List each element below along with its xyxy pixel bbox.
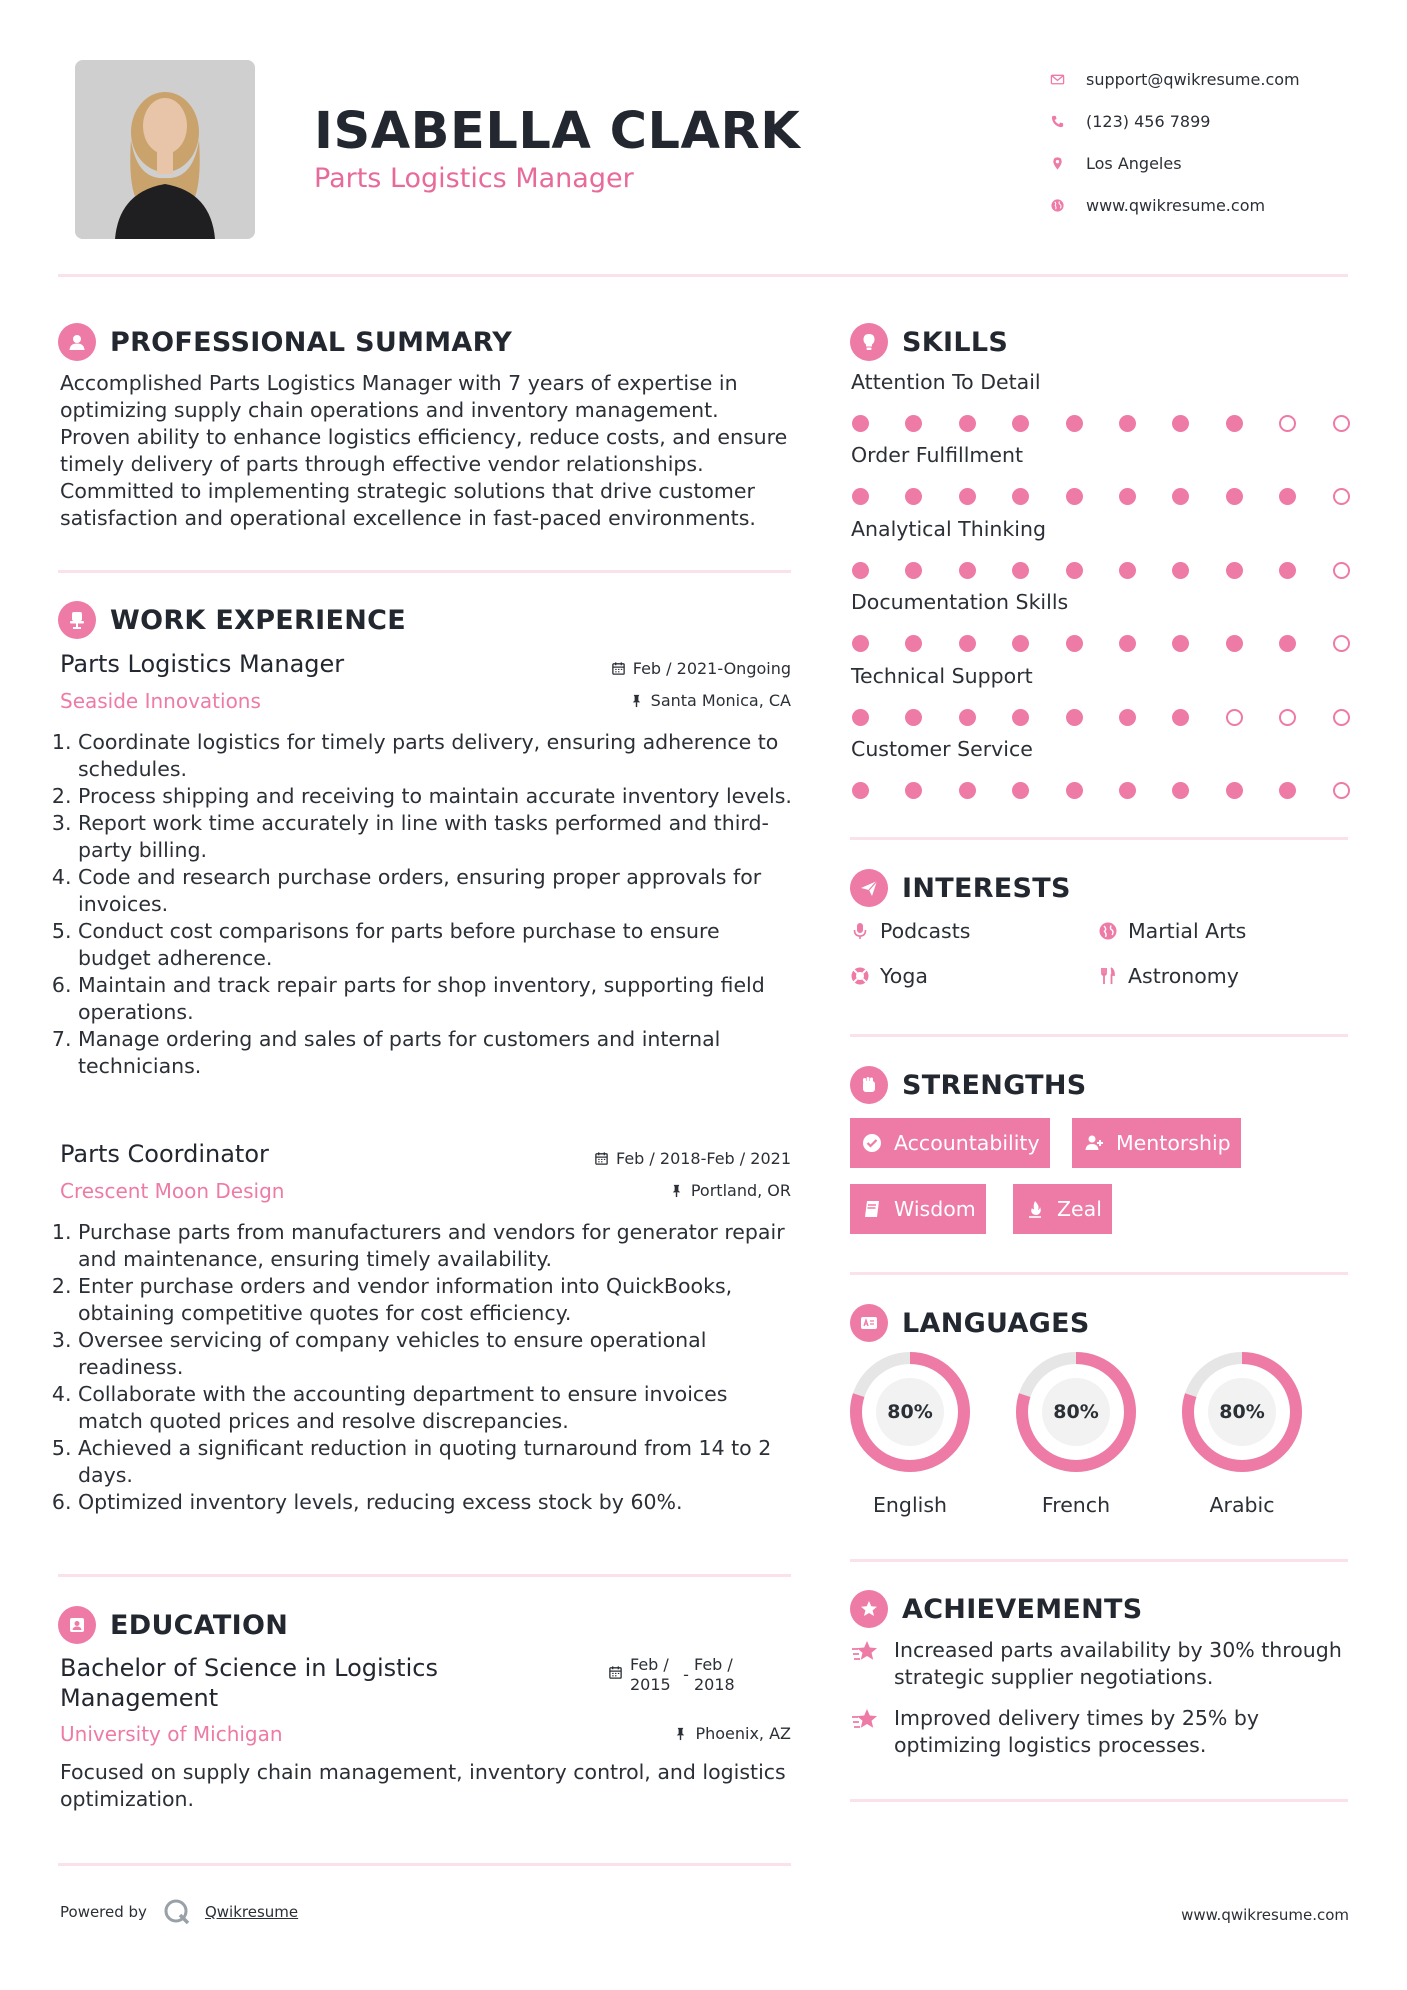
- education-heading: EDUCATION: [58, 1606, 288, 1644]
- contact-website[interactable]: [1050, 184, 1390, 226]
- education-date-end: Feb / 2018: [694, 1655, 735, 1694]
- job-company: Crescent Moon Design: [60, 1179, 285, 1203]
- education-location: Phoenix, AZ: [673, 1724, 791, 1743]
- rating-dot-filled: [1066, 782, 1083, 799]
- language-percent: 80%: [1053, 1401, 1099, 1423]
- rating-dot-filled: [852, 488, 869, 505]
- interest-item: Astronomy: [1098, 964, 1239, 988]
- qwikresume-link[interactable]: Qwikresume: [204, 1903, 299, 1921]
- interests-divider: [850, 1034, 1348, 1037]
- rating-dot-filled: [1066, 488, 1083, 505]
- lightbulb-icon: [850, 323, 888, 361]
- rating-dot-filled: [1066, 635, 1083, 652]
- check-circle-icon: [862, 1133, 882, 1153]
- experience-divider: [58, 1574, 791, 1577]
- calendar-icon: [594, 1151, 609, 1166]
- rating-dot-filled: [1066, 415, 1083, 432]
- qwikresume-logo-icon: [161, 1896, 193, 1928]
- star-badge-icon: [850, 1590, 888, 1628]
- calendar-icon: [611, 661, 626, 676]
- list-item: 4. Collaborate with the accounting department to ensure invoices match quoted prices and resolve discrepancies.: [78, 1381, 795, 1435]
- star-icon: [850, 1705, 880, 1735]
- language-item: [1180, 1350, 1304, 1517]
- strength-chip: Wisdom: [850, 1184, 986, 1234]
- rating-dot-empty: [1279, 415, 1296, 432]
- rating-dot-filled: [852, 782, 869, 799]
- lifebuoy-icon: [850, 966, 870, 986]
- globe-icon: [1050, 198, 1065, 213]
- candidate-name: ISABELLA CLARK: [314, 102, 801, 161]
- rating-dot-filled: [959, 635, 976, 652]
- chair-icon: [58, 601, 96, 639]
- user-plus-icon: [1084, 1133, 1104, 1153]
- envelope-icon: [1050, 72, 1065, 87]
- education-description: Focused on supply chain management, inventory control, and logistics optimization.: [60, 1760, 786, 1811]
- rating-dot-filled: [1226, 415, 1243, 432]
- globe-icon: [1098, 921, 1118, 941]
- rating-dot-filled: [1226, 782, 1243, 799]
- summary-divider: [58, 570, 791, 573]
- rating-dot-filled: [1012, 635, 1029, 652]
- rating-dot-filled: [1012, 782, 1029, 799]
- list-item: 7. Manage ordering and sales of parts for customers and internal technicians.: [78, 1026, 795, 1080]
- strengths-divider: [850, 1272, 1348, 1275]
- rating-dot-filled: [959, 488, 976, 505]
- pushpin-icon: [673, 1726, 688, 1741]
- skills-divider: [850, 837, 1348, 840]
- rating-dot-filled: [1226, 488, 1243, 505]
- rating-dot-filled: [959, 562, 976, 579]
- job-dates: Feb / 2021-Ongoing: [611, 659, 791, 678]
- skill-name: Attention To Detail: [851, 370, 1041, 394]
- education-dates: Feb / 2015 - Feb / 2018: [608, 1655, 742, 1695]
- map-pin-icon: [1050, 156, 1065, 171]
- rating-dot-empty: [1333, 562, 1350, 579]
- achievements-heading: ACHIEVEMENTS: [850, 1590, 1143, 1628]
- skill-rating: [852, 488, 1347, 506]
- summary-text: Accomplished Parts Logistics Manager with 7 years of expertise in optimizing supply chain operations and inventory management. Proven ability to enhance logistics efficiency, reduce costs, and ensure timely delivery of parts through effective vendor relationships. Committed to implementing strategic solutions that drive customer satisfaction and operational excellence in fast-paced environments.: [60, 371, 788, 530]
- contact-phone[interactable]: [1050, 100, 1390, 142]
- rating-dot-filled: [1226, 562, 1243, 579]
- rating-dot-filled: [905, 488, 922, 505]
- job-location: Santa Monica, CA: [629, 691, 791, 710]
- skill-name: Order Fulfillment: [851, 443, 1024, 468]
- strength-chip: Zeal: [1013, 1184, 1112, 1234]
- rating-dot-filled: [1012, 562, 1029, 579]
- microphone-icon: [850, 921, 870, 941]
- interest-item: Podcasts: [850, 919, 970, 943]
- rating-dot-filled: [1012, 709, 1029, 726]
- achievements-divider: [850, 1799, 1348, 1802]
- graduation-icon: [58, 1606, 96, 1644]
- summary-heading: PROFESSIONAL SUMMARY: [58, 323, 512, 361]
- rating-dot-filled: [1172, 635, 1189, 652]
- list-item: 5. Conduct cost comparisons for parts before purchase to ensure budget adherence.: [78, 918, 795, 972]
- calendar-icon: [608, 1665, 623, 1680]
- utensils-icon: [1098, 966, 1118, 986]
- rating-dot-empty: [1226, 709, 1243, 726]
- rating-dot-filled: [1172, 488, 1189, 505]
- user-icon: [58, 323, 96, 361]
- strengths-heading: STRENGTHS: [850, 1066, 1087, 1104]
- job-bullets: [60, 1219, 795, 1516]
- skill-name: Analytical Thinking: [851, 516, 1046, 541]
- rating-dot-filled: [1172, 709, 1189, 726]
- rating-dot-filled: [905, 415, 922, 432]
- education-divider: [58, 1863, 791, 1866]
- list-item: 5. Achieved a significant reduction in quoting turnaround from 14 to 2 days.: [78, 1435, 795, 1489]
- skill-rating: [852, 415, 1347, 433]
- language-item: [1014, 1350, 1138, 1517]
- rating-dot-filled: [1172, 782, 1189, 799]
- strength-chip: Accountability: [850, 1118, 1050, 1168]
- education-date-start: Feb / 2015: [630, 1655, 671, 1694]
- pushpin-icon: [669, 1183, 684, 1198]
- id-card-icon: [850, 1304, 888, 1342]
- rating-dot-empty: [1333, 415, 1350, 432]
- rating-dot-filled: [852, 709, 869, 726]
- interest-item: Yoga: [850, 964, 928, 988]
- rating-dot-empty: [1333, 488, 1350, 505]
- book-icon: [862, 1199, 882, 1219]
- contact-website-text: www.qwikresume.com: [1086, 195, 1266, 215]
- language-percent: 80%: [887, 1401, 933, 1423]
- person-silhouette-icon: [75, 60, 255, 239]
- languages-divider: [850, 1559, 1348, 1562]
- skill-rating: [852, 635, 1347, 653]
- footer-url[interactable]: www.qwikresume.com: [1181, 1906, 1349, 1924]
- rating-dot-empty: [1333, 782, 1350, 799]
- pushpin-icon: [629, 693, 644, 708]
- skill-rating: [852, 782, 1347, 800]
- header-divider: [58, 274, 1348, 277]
- languages-heading: LANGUAGES: [850, 1304, 1090, 1342]
- rating-dot-filled: [1119, 782, 1136, 799]
- rating-dot-filled: [1066, 562, 1083, 579]
- rating-dot-filled: [1012, 488, 1029, 505]
- flame-icon: [1025, 1199, 1045, 1219]
- rating-dot-filled: [905, 562, 922, 579]
- strength-chip: Mentorship: [1072, 1118, 1241, 1168]
- rating-dot-filled: [852, 415, 869, 432]
- rating-dot-empty: [1333, 635, 1350, 652]
- list-item: 6. Optimized inventory levels, reducing excess stock by 60%.: [78, 1489, 795, 1516]
- list-item: 1. Coordinate logistics for timely parts delivery, ensuring adherence to schedules.: [78, 729, 795, 783]
- skill-rating: [852, 562, 1347, 580]
- language-item: [848, 1350, 972, 1517]
- rating-dot-filled: [1226, 635, 1243, 652]
- rating-dot-empty: [1279, 709, 1296, 726]
- list-item: 3. Report work time accurately in line with tasks performed and third-party billing.: [78, 810, 795, 864]
- job-location: Portland, OR: [669, 1181, 791, 1200]
- footer-powered-by: Powered by Qwikresume: [60, 1896, 298, 1928]
- job-company: Seaside Innovations: [60, 689, 261, 713]
- job-dates: Feb / 2018-Feb / 2021: [594, 1149, 791, 1168]
- skills-heading: SKILLS: [850, 323, 1008, 361]
- contact-phone-text: (123) 456 7899: [1086, 111, 1211, 131]
- rating-dot-filled: [1172, 415, 1189, 432]
- language-name: French: [1041, 1493, 1111, 1517]
- rating-dot-filled: [905, 709, 922, 726]
- candidate-title: Parts Logistics Manager: [314, 163, 634, 194]
- interest-item: Martial Arts: [1098, 919, 1246, 943]
- list-item: 2. Enter purchase orders and vendor information into QuickBooks, obtaining competitive quotes for cost efficiency.: [78, 1273, 795, 1327]
- language-percent: 80%: [1219, 1401, 1265, 1423]
- skill-rating: [852, 709, 1347, 727]
- experience-heading: WORK EXPERIENCE: [58, 601, 406, 639]
- rating-dot-filled: [1119, 635, 1136, 652]
- list-item: 2. Process shipping and receiving to maintain accurate inventory levels.: [78, 783, 795, 810]
- rating-dot-filled: [1119, 562, 1136, 579]
- contact-location: [1050, 142, 1390, 184]
- rating-dot-empty: [1333, 709, 1350, 726]
- rating-dot-filled: [1119, 709, 1136, 726]
- phone-icon: [1050, 114, 1065, 129]
- rating-dot-filled: [1012, 415, 1029, 432]
- skill-name: Customer Service: [851, 737, 1033, 761]
- rating-dot-filled: [1119, 415, 1136, 432]
- profile-photo: [75, 60, 255, 239]
- job-bullets: [60, 729, 795, 1080]
- rating-dot-filled: [852, 635, 869, 652]
- contact-email[interactable]: [1050, 58, 1390, 100]
- language-name: English: [872, 1493, 948, 1517]
- rating-dot-filled: [905, 635, 922, 652]
- paper-plane-icon: [850, 869, 888, 907]
- rating-dot-filled: [959, 415, 976, 432]
- interests-heading: INTERESTS: [850, 869, 1071, 907]
- star-icon: [850, 1637, 880, 1667]
- rating-dot-filled: [1172, 562, 1189, 579]
- rating-dot-filled: [852, 562, 869, 579]
- list-item: 6. Maintain and track repair parts for shop inventory, supporting field operations.: [78, 972, 795, 1026]
- achievement-item: Increased parts availability by 30% through strategic supplier negotiations.: [850, 1637, 1348, 1691]
- skill-name: Technical Support: [851, 663, 1033, 688]
- contact-location-text: Los Angeles: [1086, 153, 1182, 173]
- list-item: 1. Purchase parts from manufacturers and vendors for generator repair and maintenance, ensuring timely availability.: [78, 1219, 795, 1273]
- achievement-item: Improved delivery times by 25% by optimizing logistics processes.: [850, 1705, 1348, 1759]
- education-degree: Bachelor of Science in Logistics Management: [60, 1654, 438, 1712]
- rating-dot-filled: [1066, 709, 1083, 726]
- rating-dot-filled: [1279, 562, 1296, 579]
- rating-dot-filled: [959, 782, 976, 799]
- rating-dot-filled: [905, 782, 922, 799]
- rating-dot-filled: [1279, 782, 1296, 799]
- job-role: Parts Logistics Manager: [60, 650, 345, 678]
- rating-dot-filled: [1119, 488, 1136, 505]
- skill-name: Documentation Skills: [851, 590, 1069, 615]
- education-school: University of Michigan: [60, 1722, 283, 1746]
- fist-icon: [850, 1066, 888, 1104]
- language-name: Arabic: [1209, 1493, 1275, 1517]
- contact-list: [1050, 58, 1390, 226]
- job-role: Parts Coordinator: [60, 1140, 269, 1168]
- rating-dot-filled: [1279, 488, 1296, 505]
- list-item: 3. Oversee servicing of company vehicles to ensure operational readiness.: [78, 1327, 795, 1381]
- rating-dot-filled: [959, 709, 976, 726]
- list-item: 4. Code and research purchase orders, ensuring proper approvals for invoices.: [78, 864, 795, 918]
- contact-email-text: support@qwikresume.com: [1086, 69, 1300, 89]
- rating-dot-filled: [1279, 635, 1296, 652]
